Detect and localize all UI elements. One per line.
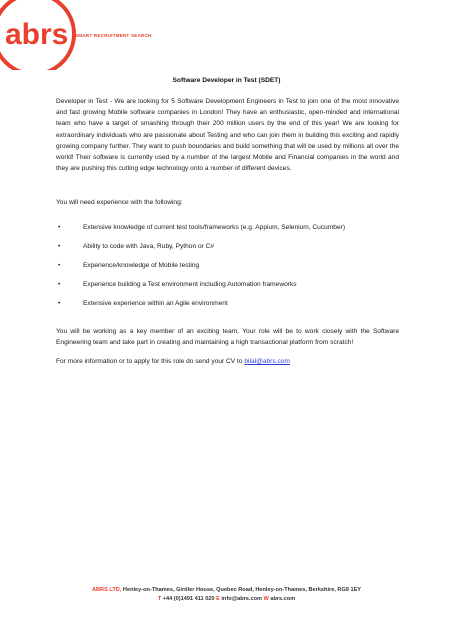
bullet-icon: • xyxy=(58,223,61,231)
role-paragraph: You will be working as a key member of an exciting team. Your role will be to work closely with the Software Engineering team and take part in creating and maintaining a high transactional platform from scratch! xyxy=(56,327,399,346)
bullet-icon: • xyxy=(58,242,61,250)
bullet-icon: • xyxy=(58,299,61,307)
requirements-lead: You will need experience with the following: xyxy=(56,199,183,207)
list-item xyxy=(56,298,399,309)
tagline: SMART RECRUITMENT SEARCH xyxy=(75,33,152,38)
footer-address: Henley-on-Thames, Girdler House, Quebec Road, Henley-on-Thames, Berkshire, RG9 1EY xyxy=(121,587,362,593)
list-item-text: Extensive knowledge of current test tools/frameworks (e.g. Appium, Selenium, Cucumber) xyxy=(83,223,346,231)
list-item xyxy=(56,241,399,252)
footer-email[interactable]: info@abrs.com xyxy=(219,596,264,602)
footer-phone: +44 (0)1491 411 020 xyxy=(161,596,217,602)
intro-paragraph: Developer in Test - We are looking for 5 Software Development Engineers in Test to join one of the most innovative and fast growing Mobile software companies in London! They have an enthusiastic, open-minded and international team who have a target of smashing through their 200 million users by the end of this year! We are looking for extraordinary individuals who are passionate about Testing and who can join them in building this exciting and rapidly growing company further. They want to push boundaries and build something that will be used by millions all over the world! Their software is currently used by a number of the largest Mobile and Financial companies in the world and they are pushing this cutting edge technology onto a number of different devices. xyxy=(56,98,399,173)
contact-paragraph xyxy=(56,356,399,367)
list-item-text: Ability to code with Java, Ruby, Python or C# xyxy=(83,242,215,250)
requirements-list xyxy=(56,222,399,309)
list-item xyxy=(56,279,399,290)
logo-text: abrs xyxy=(5,18,69,51)
footer-contact-line xyxy=(0,596,453,602)
footer-website-label: W xyxy=(263,596,269,602)
footer-phone-label: T xyxy=(157,596,162,602)
list-item-text: Extensive experience within an Agile environment xyxy=(83,299,228,307)
email-link[interactable]: bilal@abrs.com xyxy=(244,358,290,366)
page-title: Software Developer in Test (SDET) xyxy=(172,77,281,84)
bullet-icon: • xyxy=(58,280,61,288)
page-footer xyxy=(0,587,453,602)
bullet-icon: • xyxy=(58,261,61,269)
footer-website[interactable]: abrs.com xyxy=(268,596,296,602)
document-body xyxy=(56,96,399,367)
list-item xyxy=(56,222,399,233)
list-item xyxy=(56,260,399,271)
footer-address-line xyxy=(0,587,453,593)
footer-email-label: E xyxy=(216,596,220,602)
contact-text: For more information or to apply for this role do send your CV to xyxy=(56,358,245,366)
footer-company: ABRS LTD, xyxy=(91,587,122,593)
list-item-text: Experience building a Test environment including Automation frameworks xyxy=(83,280,297,288)
list-item-text: Experience/knowledge of Mobile testing xyxy=(83,261,200,269)
